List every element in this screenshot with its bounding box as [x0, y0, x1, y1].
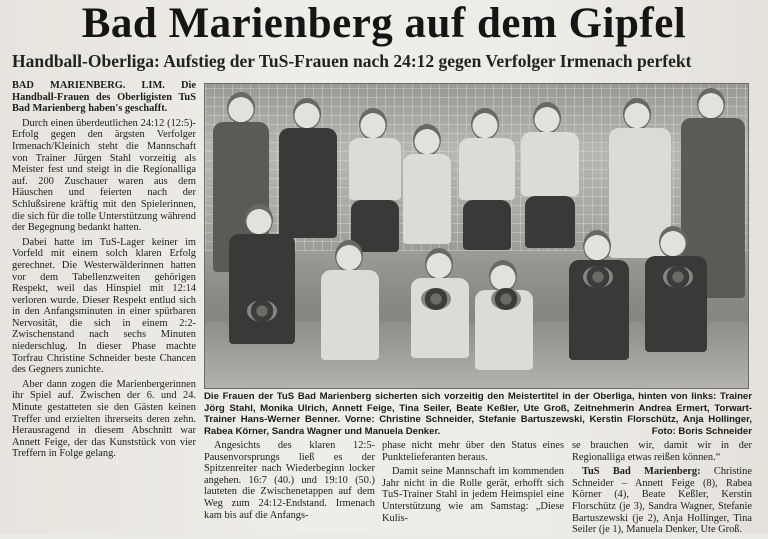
- paragraph: Durch einen überdeutlichen 24:12 (12:5)-Erfolg gegen den ärgsten Verfolger Irmenach/Kleinich steht die Mannschaft von Trainer Jürgen Stahl vorzeitig als Meister fest und steigt in die Regionalliga auf. 200 Zuschauer waren aus dem Häuschen und feierten nach der Schlußsirene kräftig mit den Spielerinnen, die sich für die tolle Unterstützung während der Begegnung bedankt hatten.: [12, 117, 196, 234]
- paragraph: Damit seine Mannschaft im kommenden Jahr nicht in die Rolle gerät, erhofft sich TuS-Trainer Stahl in jedem Heimspiel eine Unterstützung wie am Samstag: „Diese Kulis-: [382, 466, 564, 524]
- text-column-2: [204, 440, 375, 524]
- intro-sentence: Die Handball-Frauen des Oberligisten TuS Bad Marienberg haben's geschafft.: [12, 80, 196, 115]
- text-column-1: [12, 80, 196, 463]
- caption-text: Die Frauen der TuS Bad Marienberg sicherten sich vorzeitig den Meistertitel in der Oberliga, hinten von links: Trainer Jörg Stahl, Monika Ulrich, Annett Feige, Tina Seiler, Beate Keßler, Ute Groß, Zeitnehmerin Andrea Ermert, Torwart-Trainer Hans-Werner Benner. Vorne: Christine Schneider, Stefanie Bartuszewski, Kerstin Florschütz, Anja Hollinger, Rabea Körner, Sandra Wagner und Manuela Denker.: [204, 391, 752, 437]
- team-label: TuS Bad Marienberg:: [582, 466, 701, 478]
- photo-credit: Foto: Boris Schneider: [651, 425, 752, 437]
- paragraph: Aber dann zogen die Marienbergerinnen ihr Spiel auf. Zwischen der 6. und 24. Minute gestatteten sie den Gästen keinen Treffer und erzielten ihrerseits deren zehn. Herausragend in diesem Abschnitt war Annett Feige, der das Kunststück von vier Treffern in Folge gelang.: [12, 378, 196, 460]
- team-photo: [204, 83, 749, 389]
- paragraph: Dabei hatte im TuS-Lager keiner im Vorfeld mit einem solch klaren Erfolg gerechnet. Die Westerwälderinnen hatten vor dem Tabellenzweiten gehörigen Respekt, weil das Hinspiel mit 12:14 verloren wurde. Dieser Respekt entlud sich in den Anfangsminuten in einer spürbaren Nervosität, die sich in einem 2:2-Zwischenstand nach sechs Minuten niederschlug. In dieser Phase machte Torfrau Christine Schneider beste Chancen des Gegners zunichte.: [12, 236, 196, 376]
- photo-caption: [204, 391, 752, 437]
- team-lineup: [572, 466, 752, 536]
- paragraph: phase nicht mehr über den Status eines Punktelieferanten heraus.: [382, 440, 564, 463]
- article-subheadline: Handball-Oberliga: Aufstieg der TuS-Frauen nach 24:12 gegen Verfolger Irmenach perfekt: [12, 51, 692, 71]
- team-lineup-text: Christine Schneider – Annett Feige (8), Rabea Körner (4), Beate Keßler, Kerstin Florschütz (je 3), Sandra Wagner, Stefanie Bartuszewski (je 2), Anja Hollinger, Tina Seiler (je 1), Manuela Denker, Ute Groß.: [572, 466, 752, 536]
- dateline: BAD MARIENBERG. LIM.: [12, 80, 165, 91]
- article-headline: Bad Marienberg auf dem Gipfel: [81, 0, 687, 47]
- text-column-3: [382, 440, 564, 527]
- lead-paragraph: [12, 80, 196, 115]
- text-column-4: [572, 440, 752, 539]
- paragraph: Angesichts des klaren 12:5-Pausenvorsprungs ließ es der Spitzenreiter nach Wiederbeginn locker angehen. 16:7 (40.) und 19:10 (50.) lauteten die Zwischenetappen auf dem Weg zum 24:12-Endstand. Irmenach kam bis auf die Anfangs-: [204, 440, 375, 521]
- paragraph: se brauchen wir, damit wir in der Regionalliga etwas reißen können.“: [572, 440, 752, 463]
